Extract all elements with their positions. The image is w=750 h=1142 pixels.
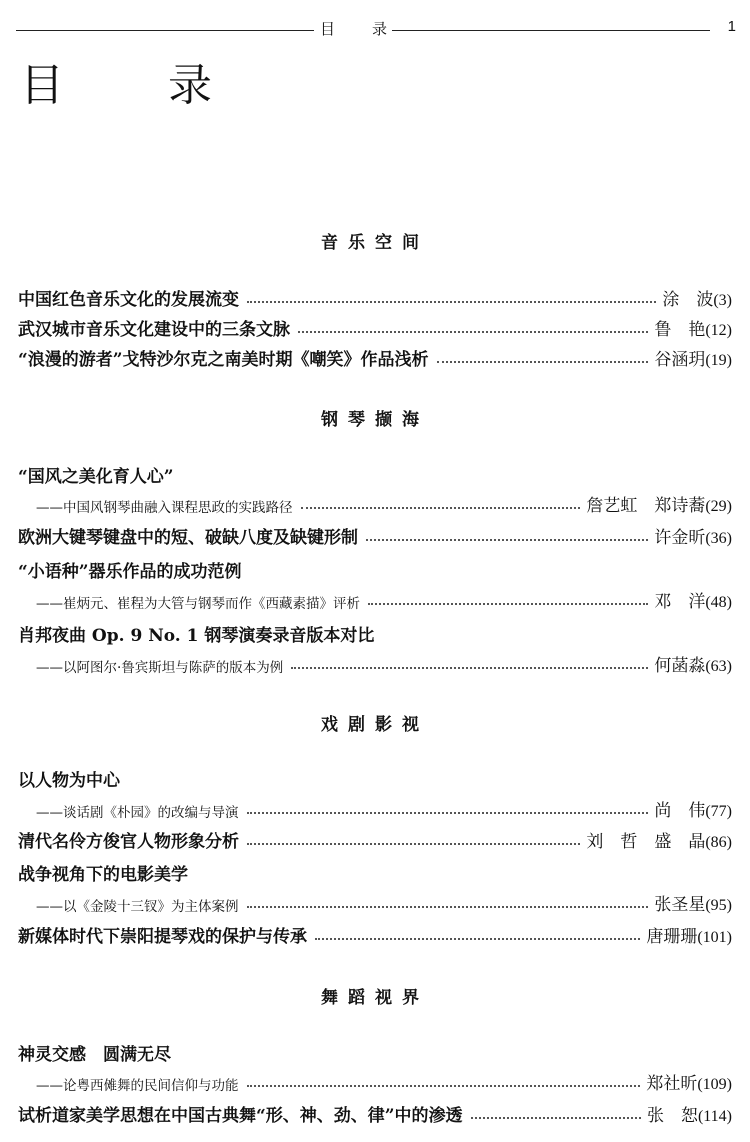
leader-dots [301,507,581,509]
entry-title[interactable]: “国风之美化育人心” [18,467,174,487]
page-title [20,62,220,112]
entry-subtitle: ——崔炳元、崔程为大管与钢琴而作《西藏素描》评析 [36,596,360,612]
entry-author: 邓 洋 [654,592,706,612]
section-heading-music: 音乐空间 [321,233,429,253]
entry-subtitle: ——以《金陵十三钗》为主体案例 [36,899,239,915]
leader-dots [247,812,649,814]
entry-page: (101) [697,929,732,946]
entry-author: 张圣星 [654,895,706,915]
entry-subtitle: ——谈话剧《朴园》的改编与导演 [36,805,239,821]
section-heading-piano: 钢琴撷海 [321,410,429,430]
toc-entry-subtitle[interactable] [18,490,732,516]
entry-page: (19) [705,352,732,369]
entry-author: 鲁 艳 [654,320,706,340]
leader-dots [368,603,648,605]
toc-entry-subtitle[interactable] [18,586,732,612]
entry-author: 尚 伟 [654,801,706,821]
entry-title: 清代名伶方俊官人物形象分析 [18,832,239,852]
entry-author: 郑社昕 [646,1074,698,1094]
page-title-char-1: 目 [20,60,64,111]
entry-author: 谷涵玥 [654,350,706,370]
entry-title: 试析道家美学思想在中国古典舞“形、神、劲、律”中的渗透 [18,1106,463,1126]
entry-subtitle: ——中国风钢琴曲融入课程思政的实践路径 [36,500,293,516]
leader-dots [298,331,648,333]
toc-entry-subtitle[interactable] [18,795,732,821]
page-title-char-2: 录 [168,60,212,111]
entry-author: 涂 波 [662,290,714,310]
entry-title[interactable]: “小语种”器乐作品的成功范例 [18,562,242,582]
leader-dots [471,1117,641,1119]
entry-author: 唐珊珊 [646,927,698,947]
entry-page: (36) [705,530,732,547]
toc-entry[interactable] [18,1100,732,1126]
section-heading-drama: 戏剧影视 [321,715,429,735]
entry-page: (114) [697,1108,732,1125]
toc-entry-subtitle[interactable] [18,650,732,676]
leader-dots [315,938,640,940]
entry-author: 何菡淼 [654,656,706,676]
leader-dots [437,361,649,363]
entry-title: 新媒体时代下崇阳提琴戏的保护与传承 [18,927,307,947]
toc-entry[interactable] [18,826,732,852]
entry-title: 武汉城市音乐文化建设中的三条文脉 [18,320,290,340]
entry-author: 刘 哲 盛 晶 [586,832,706,852]
leader-dots [247,301,656,303]
leader-dots [247,1085,641,1087]
entry-page: (63) [705,658,732,675]
entry-page: (95) [705,897,732,914]
entry-page: (77) [705,803,732,820]
entry-author: 许金昕 [654,528,706,548]
entry-title[interactable]: 战争视角下的电影美学 [18,865,188,885]
header-title-char-2: 录 [372,20,388,38]
entry-author: 张 恕 [646,1106,698,1126]
header-rule-left [16,30,314,31]
entry-title[interactable]: 以人物为中心 [18,771,120,791]
page-number: 1 [727,18,736,35]
header-title-char-1: 目 [320,20,336,38]
running-header [16,14,736,44]
entry-page: (86) [705,834,732,851]
entry-subtitle: ——以阿图尔·鲁宾斯坦与陈萨的版本为例 [36,660,284,676]
entry-title[interactable]: 神灵交感 圆满无尽 [18,1045,171,1065]
entry-title: 欧洲大键琴键盘中的短、破缺八度及缺键形制 [18,528,358,548]
leader-dots [291,667,648,669]
toc-entry[interactable] [18,344,732,370]
entry-title: “浪漫的游者”戈特沙尔克之南美时期《嘲笑》作品浅析 [18,350,429,370]
leader-dots [366,539,648,541]
toc-entry[interactable] [18,314,732,340]
toc-entry-subtitle[interactable] [18,1068,732,1094]
section-heading-dance: 舞蹈视界 [321,988,429,1008]
entry-title: 中国红色音乐文化的发展流变 [18,290,239,310]
toc-entry[interactable] [18,921,732,947]
entry-title[interactable]: 肖邦夜曲 Op. 9 No. 1 钢琴演奏录音版本对比 [18,626,375,646]
toc-entry-subtitle[interactable] [18,889,732,915]
entry-page: (48) [705,594,732,611]
header-rule-right [392,30,710,31]
toc-entry[interactable] [18,284,732,310]
entry-page: (109) [697,1076,732,1093]
leader-dots [247,843,580,845]
leader-dots [247,906,649,908]
entry-page: (29) [705,498,732,515]
entry-author: 詹艺虹 郑诗蕎 [586,496,706,516]
entry-page: (3) [713,292,732,309]
toc-entry[interactable] [18,522,732,548]
entry-page: (12) [705,322,732,339]
entry-subtitle: ——论粤西傩舞的民间信仰与功能 [36,1078,239,1094]
